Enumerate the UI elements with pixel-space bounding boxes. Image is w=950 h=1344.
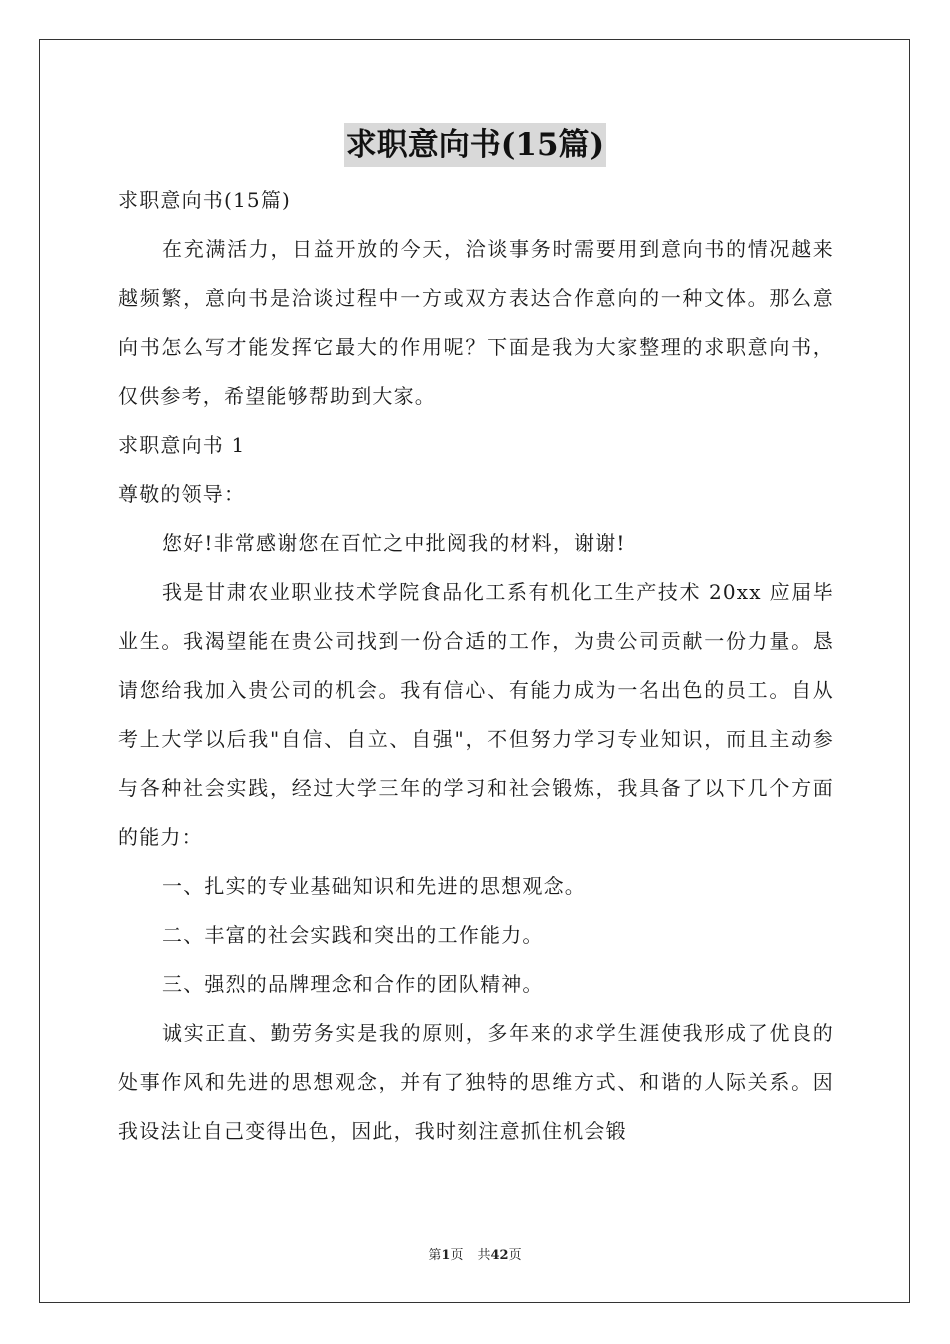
paragraph: 求职意向书 1 xyxy=(118,433,246,457)
page-footer xyxy=(0,1246,950,1266)
paragraph: 诚实正直、勤劳务实是我的原则，多年来的求学生涯使我形成了优良的处事作风和先进的思想观念，并有了独特的思维方式、和谐的人际关系。因我设法让自己变得出色，因此，我时刻注意抓住机会锻 xyxy=(118,1021,834,1143)
paragraph: 在充满活力，日益开放的今天，洽谈事务时需要用到意向书的情况越来越频繁，意向书是洽谈过程中一方或双方表达合作意向的一种文体。那么意向书怎么写才能发挥它最大的作用呢？下面是我为大家整理的求职意向书，仅供参考，希望能够帮助到大家。 xyxy=(118,237,834,408)
page-suffix: 页 xyxy=(450,1248,464,1263)
paragraph: 我是甘肃农业职业技术学院食品化工系有机化工生产技术 20xx 应届毕业生。我渴望能在贵公司找到一份合适的工作，为贵公司贡献一份力量。恳请您给我加入贵公司的机会。我有信心、有能力成为一名出色的员工。自从考上大学以后我"自信、自立、自强"，不但努力学习专业知识，而且主动参与各种社会实践，经过大学三年的学习和社会锻炼，我具备了以下几个方面的能力： xyxy=(118,580,834,849)
paragraph: 求职意向书(15篇) xyxy=(118,188,292,212)
paragraph: 三、强烈的品牌理念和合作的团队精神。 xyxy=(162,972,544,996)
document-body xyxy=(118,176,834,1156)
total-prefix: 共 xyxy=(477,1248,491,1263)
paragraph: 一、扎实的专业基础知识和先进的思想观念。 xyxy=(162,874,586,898)
total-pages: 42 xyxy=(490,1248,509,1263)
paragraph: 二、丰富的社会实践和突出的工作能力。 xyxy=(162,923,544,947)
title-container xyxy=(0,123,950,167)
paragraph: 您好!非常感谢您在百忙之中批阅我的材料，谢谢! xyxy=(162,531,626,555)
total-suffix: 页 xyxy=(508,1248,522,1263)
document-title: 求职意向书(15篇) xyxy=(344,123,606,167)
page-number: 1 xyxy=(441,1248,451,1263)
paragraph: 尊敬的领导： xyxy=(118,482,246,506)
page-prefix: 第 xyxy=(428,1248,442,1263)
